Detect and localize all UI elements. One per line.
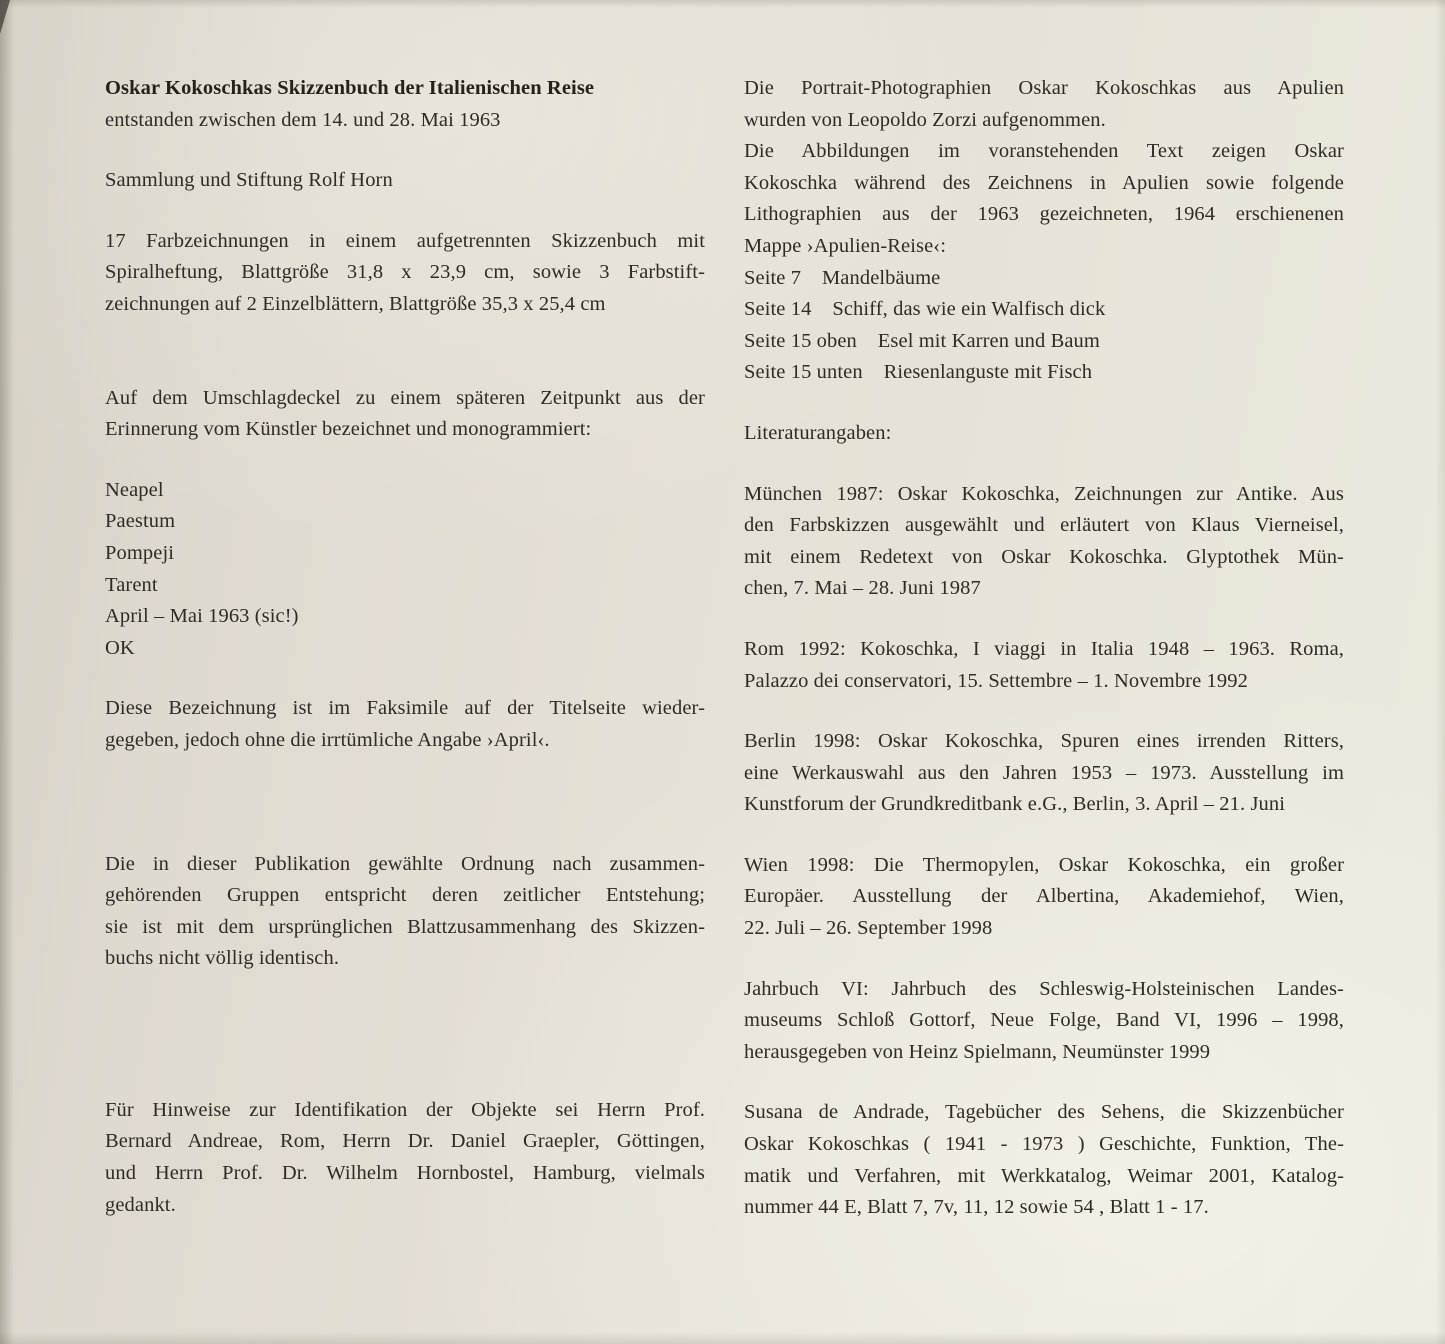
text-line: Kunstforum der Grundkreditbank e.G., Berlin, 3. April – 21. Juni bbox=[744, 793, 1286, 816]
text-line: Oskar Kokoschkas ( 1941 - 1973 ) Geschichte, Funktion, The- bbox=[744, 1133, 1344, 1156]
text-line: Pompeji bbox=[105, 541, 175, 564]
text-line: Susana de Andrade, Tagebücher des Sehens, die Skizzenbücher bbox=[744, 1101, 1344, 1124]
text-line: Spiralheftung, Blattgröße 31,8 x 23,9 cm, sowie 3 Farbstift- bbox=[105, 261, 705, 284]
text-line: Lithographien aus der 1963 gezeichneten, 1964 erschienenen bbox=[744, 203, 1344, 226]
text-line: Seite 15 unten Riesenlanguste mit Fisch bbox=[744, 361, 1093, 384]
text-line: nummer 44 E, Blatt 7, 7v, 11, 12 sowie 54 , Blatt 1 - 17. bbox=[744, 1196, 1209, 1219]
text-line: 17 Farbzeichnungen in einem aufgetrennten Skizzenbuch mit bbox=[105, 229, 705, 252]
text-line: Palazzo dei conservatori, 15. Settembre – 1. Novembre 1992 bbox=[744, 669, 1248, 692]
ref-wien-1998 bbox=[744, 850, 1344, 945]
text-line: Diese Bezeichnung ist im Faksimile auf der Titelseite wieder- bbox=[105, 697, 705, 720]
text-line: chen, 7. Mai – 28. Juni 1987 bbox=[744, 577, 981, 600]
inscription-list bbox=[105, 475, 705, 665]
page-edge-shadow-bottom bbox=[0, 1332, 1445, 1344]
text-line: zeichnungen auf 2 Einzelblättern, Blattgröße 35,3 x 25,4 cm bbox=[105, 292, 606, 315]
text-line: Neapel bbox=[105, 478, 164, 501]
literature-heading bbox=[744, 418, 1344, 450]
text-line: Oskar Kokoschkas Skizzenbuch der Italienischen Reise bbox=[105, 77, 595, 99]
text-line: Tarent bbox=[105, 573, 158, 596]
text-line: gedankt. bbox=[105, 1193, 176, 1216]
text-line: Jahrbuch VI: Jahrbuch des Schleswig-Holsteinischen Landes- bbox=[744, 977, 1344, 1000]
text-line: gehörenden Gruppen entspricht deren zeitlicher Entstehung; bbox=[105, 884, 705, 907]
text-line: Erinnerung vom Künstler bezeichnet und monogrammiert: bbox=[105, 418, 592, 441]
text-line: herausgegeben von Heinz Spielmann, Neumünster 1999 bbox=[744, 1040, 1211, 1063]
right-text-column bbox=[744, 73, 1344, 1224]
collection-line bbox=[105, 165, 705, 197]
text-line: mit einem Redetext von Oskar Kokoschka. Glyptothek Mün- bbox=[744, 545, 1344, 568]
inscription-intro bbox=[105, 383, 705, 446]
acknowledgements bbox=[105, 1095, 705, 1221]
text-line: April – Mai 1963 (sic!) bbox=[105, 605, 299, 628]
text-line: wurden von Leopoldo Zorzi aufgenommen. bbox=[744, 108, 1106, 131]
text-line: sie ist mit dem ursprünglichen Blattzusammenhang des Skizzen- bbox=[105, 915, 705, 938]
text-line: eine Werkauswahl aus den Jahren 1953 – 1973. Ausstellung im bbox=[744, 761, 1344, 784]
text-line: Seite 15 oben Esel mit Karren und Baum bbox=[744, 329, 1100, 352]
text-line: Literaturangaben: bbox=[744, 421, 892, 444]
text-line: Paestum bbox=[105, 510, 176, 533]
text-line: Seite 7 Mandelbäume bbox=[744, 266, 941, 289]
text-line: Die in dieser Publikation gewählte Ordnung nach zusammen- bbox=[105, 852, 705, 875]
text-line: und Herrn Prof. Dr. Wilhelm Hornbostel, Hamburg, vielmals bbox=[105, 1162, 705, 1185]
text-line: museums Schloß Gottorf, Neue Folge, Band VI, 1996 – 1998, bbox=[744, 1009, 1344, 1032]
text-line: 22. Juli – 26. September 1998 bbox=[744, 917, 993, 940]
page-edge-shadow-left bbox=[0, 0, 14, 1344]
left-text-column bbox=[105, 73, 705, 1221]
title-block bbox=[105, 73, 705, 136]
text-line: Kokoschka während des Zeichnens in Apulien sowie folgende bbox=[744, 171, 1344, 194]
text-line: Auf dem Umschlagdeckel zu einem späteren Zeitpunkt aus der bbox=[105, 386, 705, 409]
text-line: matik und Verfahren, mit Werkkatalog, Weimar 2001, Katalog- bbox=[744, 1164, 1344, 1187]
text-line: Europäer. Ausstellung der Albertina, Akademiehof, Wien, bbox=[744, 885, 1344, 908]
text-line: Berlin 1998: Oskar Kokoschka, Spuren eines irrenden Ritters, bbox=[744, 730, 1344, 753]
scan-corner-shadow bbox=[0, 0, 10, 34]
text-line: Seite 14 Schiff, das wie ein Walfisch dick bbox=[744, 298, 1106, 321]
text-line: entstanden zwischen dem 14. und 28. Mai 1963 bbox=[105, 108, 501, 131]
text-line: buchs nicht völlig identisch. bbox=[105, 947, 340, 970]
text-line: Die Abbildungen im voranstehenden Text zeigen Oskar bbox=[744, 140, 1344, 163]
photo-credit-and-plates bbox=[744, 73, 1344, 389]
text-line: Wien 1998: Die Thermopylen, Oskar Kokoschka, ein großer bbox=[744, 853, 1344, 876]
text-line: gegeben, jedoch ohne die irrtümliche Angabe ›April‹. bbox=[105, 728, 550, 751]
description-paragraph bbox=[105, 226, 705, 321]
text-line: den Farbskizzen ausgewählt und erläutert von Klaus Vierneisel, bbox=[744, 514, 1344, 537]
ref-berlin-1998 bbox=[744, 726, 1344, 821]
text-line: Für Hinweise zur Identifikation der Objekte sei Herrn Prof. bbox=[105, 1098, 705, 1121]
ref-andrade-2001 bbox=[744, 1097, 1344, 1223]
ref-jahrbuch-vi bbox=[744, 974, 1344, 1069]
facsimile-note bbox=[105, 693, 705, 756]
page-edge-shadow-right bbox=[1435, 0, 1445, 1344]
text-line: Rom 1992: Kokoschka, I viaggi in Italia 1948 – 1963. Roma, bbox=[744, 637, 1344, 660]
text-line: Bernard Andreae, Rom, Herrn Dr. Daniel Graepler, Göttingen, bbox=[105, 1130, 705, 1153]
page-edge-shadow-top bbox=[0, 0, 1445, 8]
ref-rom-1992 bbox=[744, 634, 1344, 697]
text-line: Sammlung und Stiftung Rolf Horn bbox=[105, 169, 393, 192]
text-line: Mappe ›Apulien-Reise‹: bbox=[744, 234, 947, 257]
ref-muenchen-1987 bbox=[744, 479, 1344, 605]
text-line: OK bbox=[105, 636, 135, 659]
text-line: München 1987: Oskar Kokoschka, Zeichnungen zur Antike. Aus bbox=[744, 482, 1344, 505]
text-line: Die Portrait-Photographien Oskar Kokoschkas aus Apulien bbox=[744, 77, 1344, 99]
ordering-note bbox=[105, 849, 705, 975]
